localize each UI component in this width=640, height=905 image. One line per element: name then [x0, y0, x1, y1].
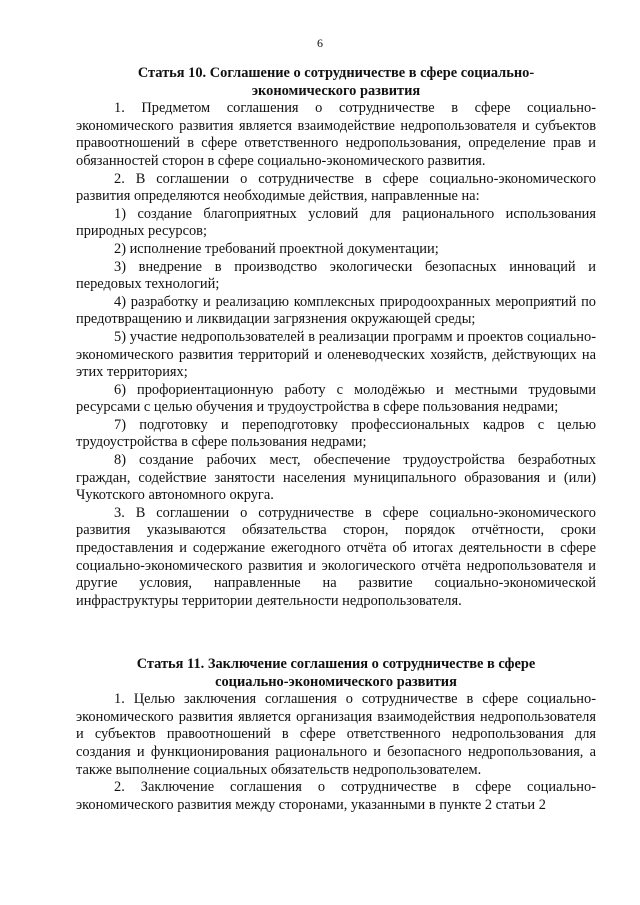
section-11-heading: [76, 656, 596, 691]
section-10-item-2: 2) исполнение требований проектной документации;: [114, 240, 439, 257]
section-10-heading-line-2: экономического развития: [251, 82, 421, 99]
section-10-paragraph-3: 3. В соглашении о сотрудничестве в сфере социально-экономического развития указываются обязательства сторон, порядок отчётности, сроки предоставления и содержание ежегодного отчёта об итогах деятельности в сфере социально-экономического развития и экологического отчёта недропользователя и другие условия, направленные на развитие социально-экономической инфраструктуры территории деятельности недропользователя.: [76, 504, 596, 609]
section-10-paragraph-1: 1. Предметом соглашения о сотрудничестве в сфере социально-экономического развития является взаимодействие недропользователя и субъектов правоотношений в сфере ответственного недропользования, определение прав и обязанностей сторон в сфере социально-экономического развития.: [76, 100, 596, 169]
section-10-item-4: 4) разработку и реализацию комплексных природоохранных мероприятий по предотвращению и ликвидации загрязнения окружающей среды;: [76, 293, 596, 328]
section-10-item-5: 5) участие недропользователей в реализации программ и проектов социально-экономического развития территорий и оленеводческих хозяйств, действующих на этих территориях;: [76, 328, 596, 381]
section-11-paragraph-2: 2. Заключение соглашения о сотрудничестве в сфере социально-экономического развития между сторонами, указанными в пункте 2 статьи 2: [76, 779, 596, 813]
section-10: [76, 65, 596, 610]
section-10-item-3: 3) внедрение в производство экологически безопасных инноваций и передовых технологий;: [76, 258, 596, 293]
section-11: [76, 656, 596, 814]
section-11-paragraph-1: 1. Целью заключения соглашения о сотрудничестве в сфере социально-экономического развития является организация взаимодействия недропользователя и субъектов правоотношений в сфере ответственного недропользования для создания и функционирования рационального и безопасного недропользования, а также выполнение социальных обязательств недропользователем.: [76, 691, 596, 778]
section-10-paragraph-2: 2. В соглашении о сотрудничестве в сфере социально-экономического развития определяются необходимые действия, направленные на:: [76, 170, 596, 205]
section-10-heading-line-1: Статья 10. Соглашение о сотрудничестве в сфере социально-: [137, 65, 535, 81]
section-10-item-6: 6) профориентационную работу с молодёжью и местными трудовыми ресурсами с целью обучения и трудоустройства в сфере пользования недрами;: [76, 381, 596, 416]
section-10-item-1: 1) создание благоприятных условий для рационального использования природных ресурсов;: [76, 205, 596, 240]
section-11-heading-line-1: Статья 11. Заключение соглашения о сотрудничестве в сфере: [136, 656, 536, 672]
section-10-item-7: 7) подготовку и переподготовку профессиональных кадров с целью трудоустройства в сфере пользования недрами;: [76, 416, 596, 451]
page-number: 6: [317, 36, 323, 50]
section-10-item-8: 8) создание рабочих мест, обеспечение трудоустройства безработных граждан, содействие занятости населения муниципального образования и (или) Чукотского автономного округа.: [76, 452, 596, 504]
section-10-heading: [76, 65, 596, 100]
section-11-heading-line-2: социально-экономического развития: [215, 673, 457, 690]
